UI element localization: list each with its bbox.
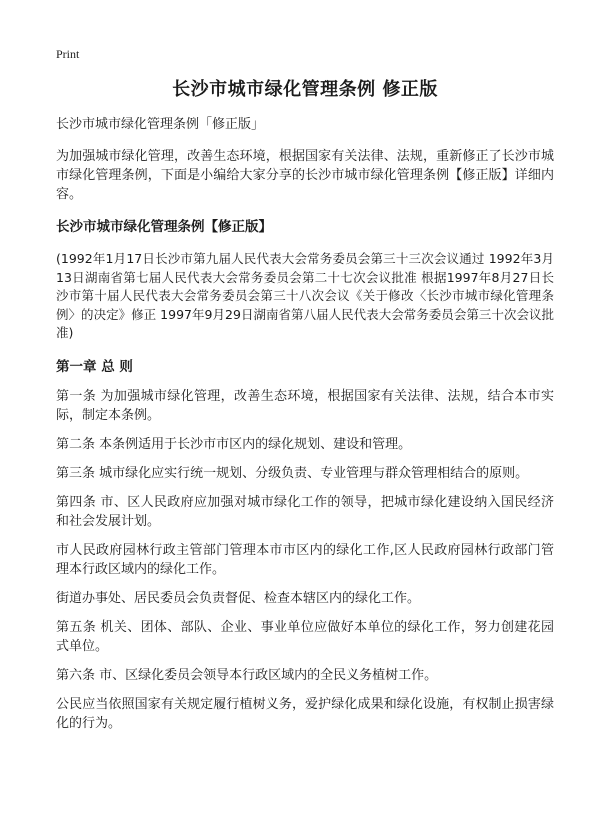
article-paragraph: 第二条 本条例适用于长沙市市区内的绿化规划、建设和管理。	[56, 436, 412, 452]
article-paragraph: 市人民政府园林行政主管部门管理本市市区内的绿化工作,区人民政府园林行政部门管理本行政区域内的绿化工作。	[56, 542, 554, 577]
legislative-history: (1992年1月17日长沙市第九届人民代表大会常务委员会第三十三次会议通过 1992年3月13日湖南省第七届人民代表大会常务委员会第二十七次会议批准 根据1997年8月27日长沙市第十届人民代表大会常务委员会第三十八次会议《关于修改〈长沙市城市绿化管理条例〉的决定》修正 1997年9月29日湖南省第八届人民代表大会常务委员会第三十次会议批准)	[56, 251, 554, 340]
article-paragraph: 第一条 为加强城市绿化管理，改善生态环境，根据国家有关法律、法规，结合本市实际，制定本条例。	[56, 388, 554, 423]
intro-paragraph: 为加强城市绿化管理，改善生态环境，根据国家有关法律、法规，重新修正了长沙市城市绿化管理条例，下面是小编给大家分享的长沙市城市绿化管理条例【修正版】详细内容。	[56, 149, 554, 202]
document-title: 长沙市城市绿化管理条例 修正版	[172, 79, 438, 100]
print-label[interactable]: Print	[56, 47, 80, 61]
section-heading: 长沙市城市绿化管理条例【修正版】	[56, 219, 272, 235]
article-paragraph: 街道办事处、居民委员会负责督促、检查本辖区内的绿化工作。	[56, 590, 421, 606]
article-paragraph: 第五条 机关、团体、部队、企业、事业单位应做好本单位的绿化工作，努力创建花园式单位。	[56, 619, 554, 654]
chapter-heading: 第一章 总 则	[56, 358, 133, 375]
article-paragraph: 第六条 市、区绿化委员会领导本行政区域内的全民义务植树工作。	[56, 667, 438, 683]
document-subtitle: 长沙市城市绿化管理条例「修正版」	[56, 117, 265, 132]
document-page	[56, 0, 554, 733]
article-paragraph: 公民应当依照国家有关规定履行植树义务，爱护绿化成果和绿化设施，有权制止损害绿化的行为。	[56, 696, 554, 731]
article-paragraph: 第三条 城市绿化应实行统一规划、分级负责、专业管理与群众管理相结合的原则。	[56, 465, 529, 481]
article-paragraph: 第四条 市、区人民政府应加强对城市绿化工作的领导，把城市绿化建设纳入国民经济和社会发展计划。	[56, 494, 554, 529]
